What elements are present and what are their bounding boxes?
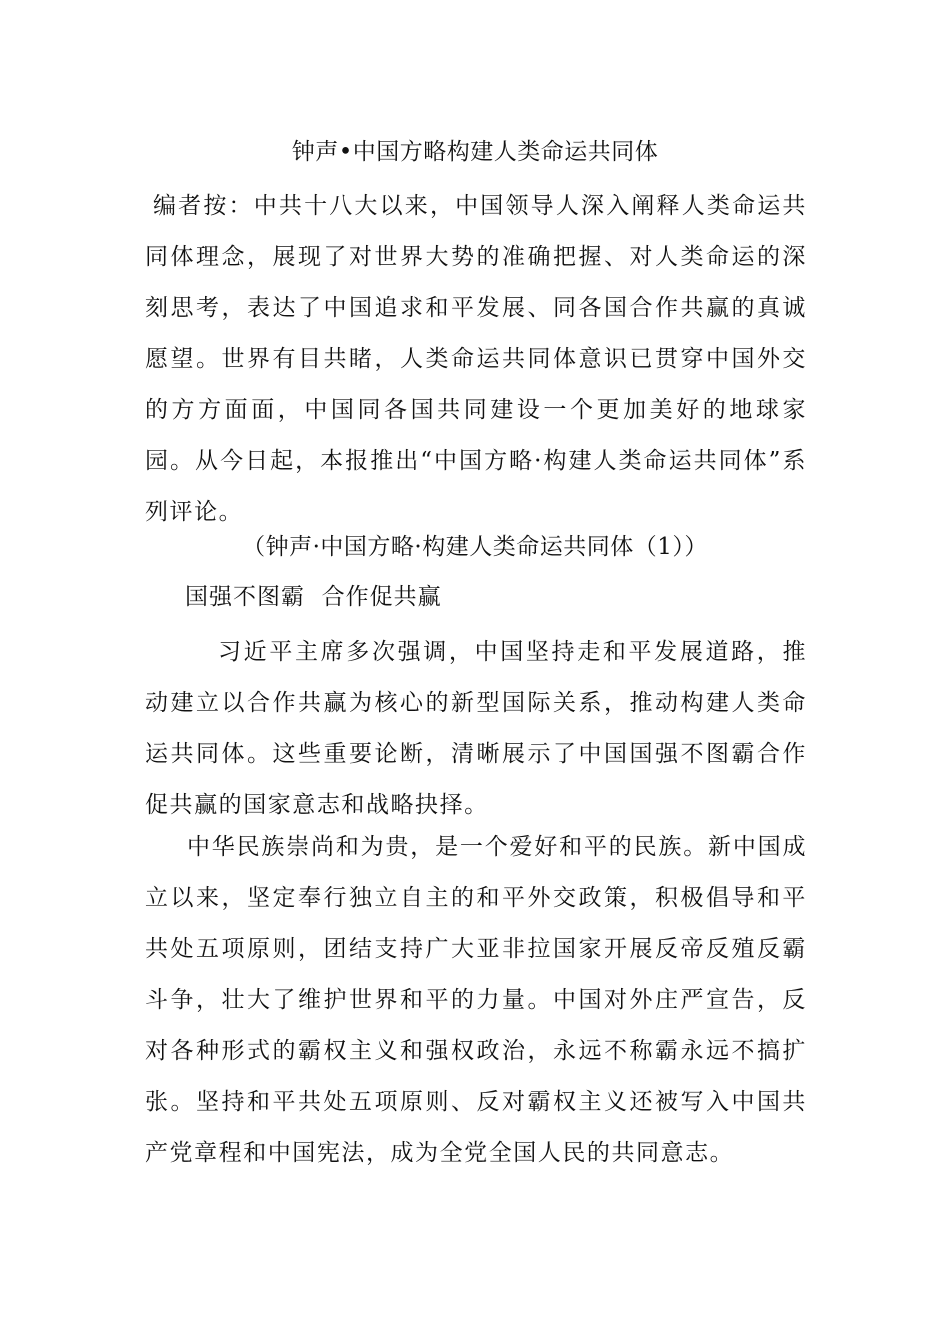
editor-note: 编者按：中共十八大以来，中国领导人深入阐释人类命运共同体理念，展现了对世界大势的准确把握、对人类命运的深刻思考，表达了中国追求和平发展、同各国合作共赢的真诚愿望。世界有目共睹，人类命运共同体意识已贯穿中国外交的方方面面，中国同各国共同建设一个更加美好的地球家园。从今日起，本报推出“中国方略·构建人类命运共同体”系列评论。 <box>145 193 807 525</box>
section-subheading: 国强不图霸 合作促共赢 <box>185 584 442 610</box>
body-paragraph: 习近平主席多次强调，中国坚持走和平发展道路，推动建立以合作共赢为核心的新型国际关系，推动构建人类命运共同体。这些重要论断，清晰展示了中国国强不图霸合作促共赢的国家意志和战略抉择。 <box>145 639 807 818</box>
document-title: 钟声•中国方略构建人类命运共同体 <box>291 139 659 165</box>
series-label: （钟声·中国方略·构建人类命运共同体（1）） <box>242 534 708 560</box>
body-paragraph: 中华民族崇尚和为贵，是一个爱好和平的民族。新中国成立以来，坚定奉行独立自主的和平外交政策，积极倡导和平共处五项原则，团结支持广大亚非拉国家开展反帝反殖反霸斗争，壮大了维护世界和平的力量。中国对外庄严宣告，反对各种形式的霸权主义和强权政治，永远不称霸永远不搞扩张。坚持和平共处五项原则、反对霸权主义还被写入中国共产党章程和中国宪法，成为全党全国人民的共同意志。 <box>145 834 807 1166</box>
